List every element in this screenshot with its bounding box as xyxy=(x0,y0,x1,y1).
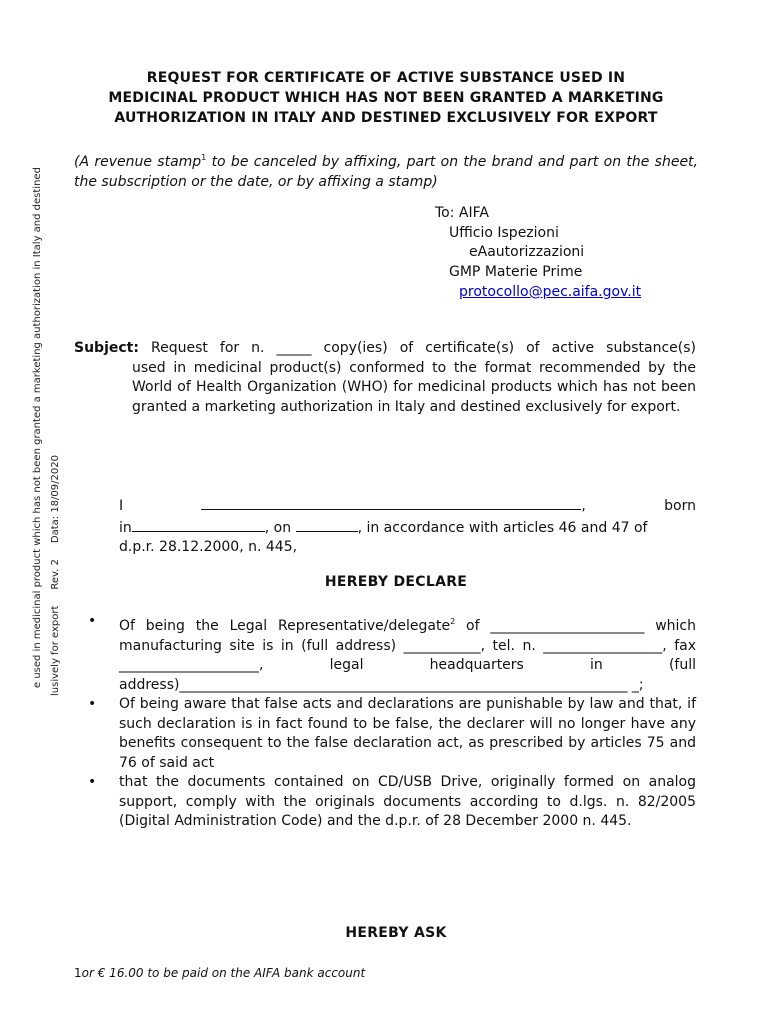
footnote-ref-2: 2 xyxy=(450,617,456,626)
addressee-email-link[interactable]: protocollo@pec.aifa.gov.it xyxy=(459,283,642,300)
bullet-icon: • xyxy=(88,613,97,629)
bullet-icon: • xyxy=(88,696,97,712)
addressee-office-2: eAautorizzazioni xyxy=(469,244,585,261)
footnote-1: 1or € 16.00 to be paid on the AIFA bank account xyxy=(74,966,366,980)
declarant-born: born xyxy=(664,498,696,514)
vertical-header-line-1: e used in medicinal product which has not been granted a marketing authorization in Italy and destined xyxy=(32,167,43,688)
addressee-to: To: AIFA xyxy=(435,205,489,221)
bullet-icon: • xyxy=(88,774,97,790)
vertical-header-export: lusively for export xyxy=(50,605,61,696)
declarant-name-blank[interactable] xyxy=(201,495,581,510)
revenue-stamp-note: (A revenue stamp$^1$ to be canceled by affixing, part on the brand and part on the sheet, the subscription or the date, or by affixing a stamp) xyxy=(74,153,698,190)
revision-date: Data: 18/09/2020 xyxy=(50,455,61,544)
title-line-1: REQUEST FOR CERTIFICATE OF ACTIVE SUBSTANCE USED IN xyxy=(146,70,626,86)
list-item: • Of being aware that false acts and declarations are punishable by law and that, if such declaration is in fact found to be false, the declarer will no longer have any benefits consequent to the false declaration act, as prescribed by articles 75 and 76 of said act xyxy=(88,695,696,773)
list-item: • Of being the Legal Representative/delegate$^2$ of ______________________ which manufacturing site is in (full address) ___________, tel. n. _________________, fax ____________________, legal headquarters in (full address)________________________________________________________________ _; xyxy=(88,612,696,695)
title-line-3: AUTHORIZATION IN ITALY AND DESTINED EXCLUSIVELY FOR EXPORT xyxy=(114,110,658,126)
declaration-list xyxy=(88,612,696,832)
addressee-office-3: GMP Materie Prime xyxy=(449,264,583,281)
birthdate-blank[interactable] xyxy=(296,517,358,532)
declarant-dpr: d.p.r. 28.12.2000, n. 445, xyxy=(119,539,298,555)
addressee-office-1: Ufficio Ispezioni xyxy=(449,224,559,241)
subject-label: Subject: xyxy=(74,340,139,356)
revision-label: Rev. 2 xyxy=(50,559,61,590)
list-item: • that the documents contained on CD/USB Drive, originally formed on analog support, comply with the originals documents according to d.lgs. n. 82/2005 (Digital Administration Code) and the d.p.r. of 28 December 2000 n. 445. xyxy=(88,773,696,832)
footnote-ref-1: 1 xyxy=(201,153,207,162)
heading-hereby-declare: HEREBY DECLARE xyxy=(324,574,468,590)
declarant-paragraph: I , born in , on , in accordance with articles 46 and 47 of d.p.r. 28.12.2000, n. 445, xyxy=(119,495,696,558)
subject-paragraph xyxy=(74,339,696,417)
declarant-i: I xyxy=(119,498,124,514)
birthplace-blank[interactable] xyxy=(132,517,265,532)
title-line-2: MEDICINAL PRODUCT WHICH HAS NOT BEEN GRANTED A MARKETING xyxy=(108,90,664,106)
subject-body: used in medicinal product(s) conformed to the format recommended by the World of Health Organization (WHO) for medicinal products which has not been granted a marketing authorization in Italy and destined exclusively for export. xyxy=(132,359,696,415)
document-title xyxy=(74,68,698,128)
addressee-block xyxy=(435,204,641,303)
heading-hereby-ask: HEREBY ASK xyxy=(345,925,447,941)
vertical-header-line-2 xyxy=(50,455,61,696)
subject-first-line: Request for n. _____ copy(ies) of certificate(s) of active substance(s) xyxy=(151,340,697,356)
